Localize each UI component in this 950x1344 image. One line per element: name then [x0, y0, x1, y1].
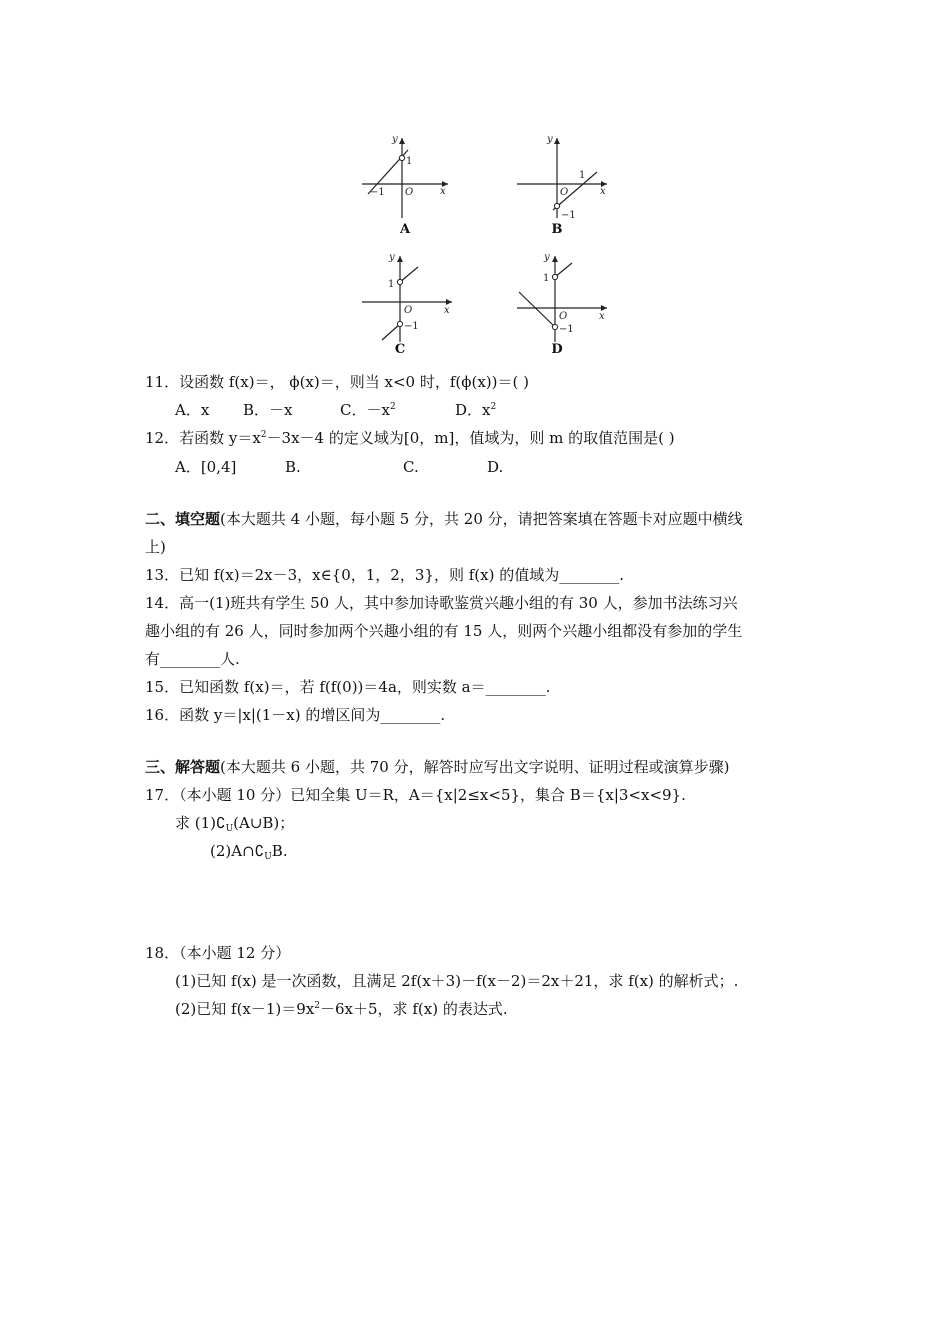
question-17-part-2 [210, 841, 288, 861]
q18-part2-text-a: (2)已知 f(x－1)＝9x [175, 1000, 315, 1018]
graph-b [515, 130, 610, 237]
question-14-line-2: 趣小组的有 26 人，同时参加两个兴趣小组的有 15 人，则两个兴趣小组都没有参加的学生 [145, 622, 743, 640]
question-18: 18．（本小题 12 分） [145, 944, 291, 962]
graph-d-origin: O [559, 311, 568, 322]
graph-b-y-label: y [547, 134, 553, 145]
q12-option-c: C. [403, 458, 419, 476]
graph-c-tick-y-neg: −1 [404, 321, 419, 332]
graph-d-label: D [551, 342, 563, 357]
q12-option-d: D. [487, 458, 504, 476]
q17-part1-rest: (A∪B)； [233, 814, 295, 832]
graph-b-label: B [551, 222, 563, 237]
graph-d-tick-y-neg: −1 [559, 324, 574, 335]
graph-c-label: C [394, 342, 406, 357]
q12-option-a: A．[0,4] [175, 458, 237, 476]
q11-option-a: A．x [175, 401, 210, 419]
q12-text-a: 12．若函数 y＝x [145, 429, 261, 447]
question-16: 16．函数 y＝|x|(1－x) 的增区间为________. [145, 706, 446, 724]
q11-option-c-text: C．－x [340, 401, 390, 419]
q17-part2-text: (2)A∩∁ [210, 842, 265, 860]
question-14-line-3: 有________人. [145, 650, 240, 668]
graph-a-x-label: x [440, 186, 446, 197]
q12-text-b: －3x－4 的定义域为[0，m]，值域为，则 m 的取值范围是( ) [266, 429, 675, 447]
q11-option-c [340, 400, 396, 420]
graph-c-tick-y-pos: 1 [388, 279, 395, 290]
section-3-title: 三、解答题 [145, 758, 221, 776]
q17-part1-text: 求 (1)∁ [175, 814, 226, 832]
graph-b-x-label: x [600, 186, 606, 197]
graph-d-x-label: x [599, 311, 605, 322]
question-17-part-1 [175, 813, 294, 833]
graph-a-svg [360, 130, 450, 220]
q11-option-b: B．－x [243, 401, 293, 419]
graph-d [515, 250, 610, 357]
section-2-heading [145, 509, 743, 529]
graph-a-y-label: y [392, 134, 398, 145]
question-13: 13．已知 f(x)＝2x－3，x∈{0，1，2，3}，则 f(x) 的值域为________. [145, 566, 624, 584]
section-3-heading [145, 757, 729, 777]
section-2-desc-2: 上) [145, 538, 166, 556]
question-17: 17．（本小题 10 分）已知全集 U＝R，A＝{x|2≤x<5}，集合 B＝{x|3<x<9}. [145, 786, 686, 804]
question-15: 15．已知函数 f(x)＝，若 f(f(0))＝4a，则实数 a＝________. [145, 678, 551, 696]
graph-d-y-label: y [544, 252, 550, 263]
graph-b-tick-y: −1 [561, 210, 576, 220]
graph-c-y-label: y [389, 252, 395, 263]
section-2-desc: (本大题共 4 小题，每小题 5 分，共 20 分，请把答案填在答题卡对应题中横线 [220, 510, 743, 528]
graph-b-tick-x: 1 [579, 170, 586, 181]
graph-a-tick-y: 1 [406, 156, 413, 167]
graph-a-origin: O [405, 187, 414, 198]
q12-sup: 2 [260, 430, 267, 440]
graph-d-tick-y-pos: 1 [543, 273, 550, 284]
graph-d-svg [515, 250, 610, 345]
q18-part2-sup: 2 [314, 1001, 321, 1011]
q11-option-d-text: D．x [455, 401, 491, 419]
q17-part2-rest: B. [271, 842, 288, 860]
q12-option-b: B. [285, 458, 301, 476]
section-3-desc: (本大题共 6 小题，共 70 分，解答时应写出文字说明、证明过程或演算步骤) [220, 758, 730, 776]
graph-b-svg [515, 130, 610, 220]
graph-c-svg [360, 250, 455, 345]
q11-option-c-sup: 2 [389, 402, 396, 412]
graph-a-label: A [399, 222, 411, 237]
graph-c-origin: O [404, 305, 413, 316]
question-11: 11．设函数 f(x)＝， ϕ(x)＝，则当 x<0 时，f(ϕ(x))＝( ) [145, 373, 529, 391]
q11-option-d-sup: 2 [490, 402, 497, 412]
q11-option-d [455, 400, 496, 420]
section-2-title: 二、填空题 [145, 510, 221, 528]
question-18-part-1: (1)已知 f(x) 是一次函数，且满足 2f(x＋3)－f(x－2)＝2x＋21，求 f(x) 的解析式；. [175, 972, 739, 990]
q18-part2-text-b: －6x＋5，求 f(x) 的表达式. [320, 1000, 508, 1018]
question-12 [145, 428, 675, 448]
graph-a [360, 130, 450, 237]
question-18-part-2 [175, 999, 508, 1019]
graph-a-tick-x: −1 [370, 187, 385, 198]
graph-c [360, 250, 455, 357]
q17-part1-sub: U [225, 824, 234, 834]
question-14-line-1: 14．高一(1)班共有学生 50 人，其中参加诗歌鉴赏兴趣小组的有 30 人，参加书法练习兴 [145, 594, 738, 612]
graph-b-origin: O [560, 187, 569, 198]
graph-c-x-label: x [444, 305, 450, 316]
q17-part2-sub: U [264, 852, 272, 862]
